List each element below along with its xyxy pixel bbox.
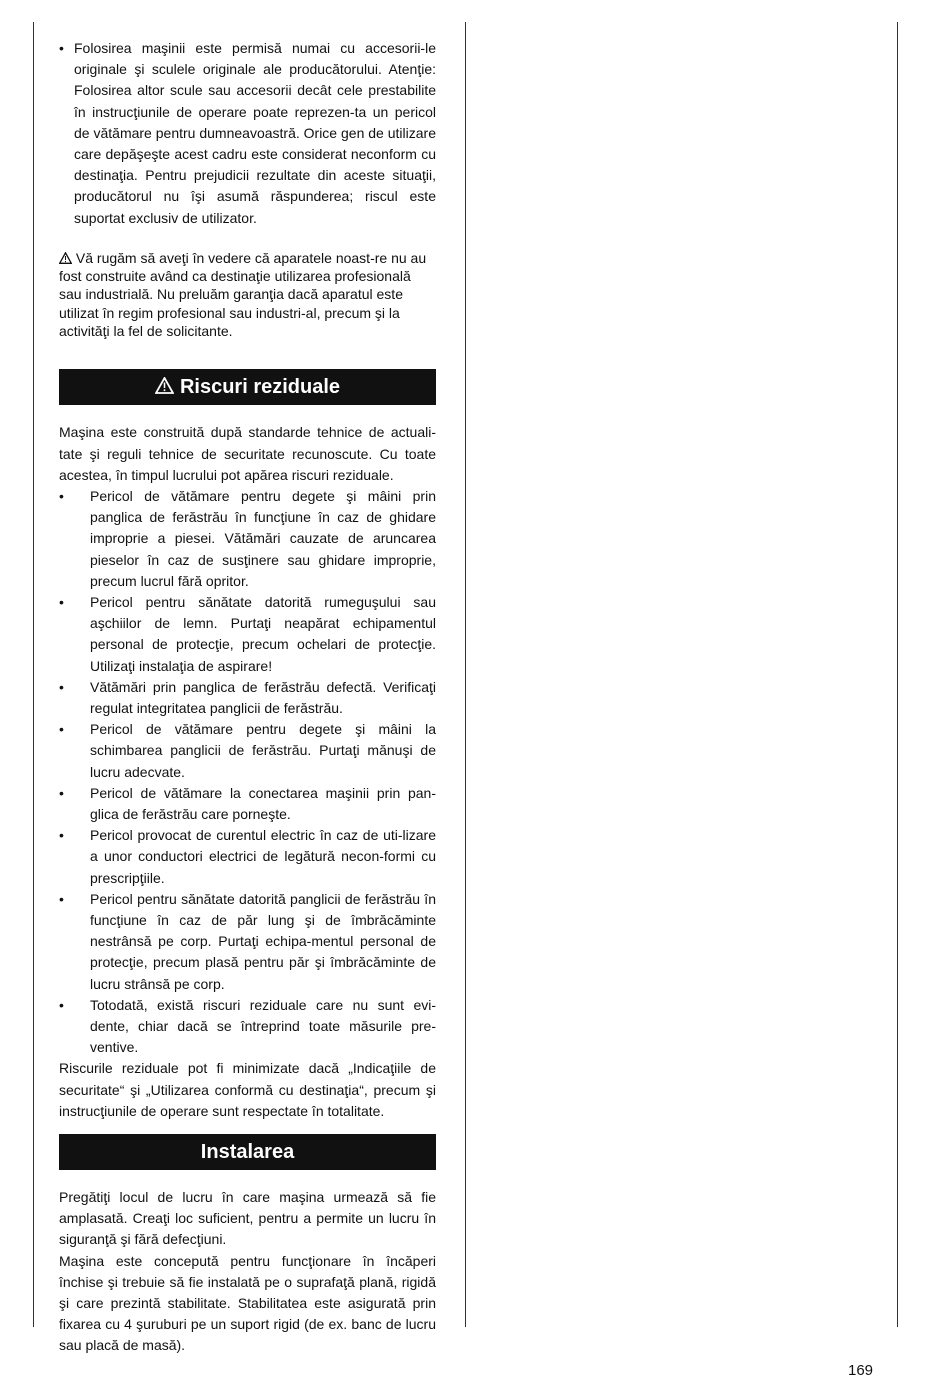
left-margin-rule bbox=[33, 22, 34, 1327]
right-margin-rule bbox=[897, 22, 898, 1327]
instalarea-paragraph-2: Maşina este concepută pentru funcţionare în încăperi închise şi trebuie să fie instalată pe o suprafaţă plană, rigidă şi care prezintă stabilitate. Stabilitatea este asigurată prin fixarea cu 4 şuruburi pe un suport rigid (de ex. banc de lucru sau placă de masă). bbox=[59, 1252, 436, 1354]
warning-note-text: Vă rugăm să aveţi în vedere că aparatele noast-re nu au fost construite având ca destinaţie utilizarea profesională sau industrială. Nu preluăm garanţia dacă aparatul este utilizat în regim profesional sau industri-al, precum şi la activităţi la fel de solicitante. bbox=[59, 249, 427, 340]
page-number: 169 bbox=[848, 1362, 874, 1379]
list-item: • Totodată, există riscuri reziduale care nu sunt evi-dente, chiar dacă se întreprind toate măsurile pre-ventive. bbox=[59, 996, 436, 1056]
text-column bbox=[59, 38, 436, 1357]
list-item: • Pericol de vătămare pentru degete şi mâini prin panglica de ferăstrău în funcţiune în caz de ghidare improprie a piesei. Vătămări cauzate de aruncarea pieselor în caz de susţinere sau ghidare improprie, precum lucrul fără opritor. bbox=[59, 487, 436, 589]
riscuri-outro: Riscurile reziduale pot fi minimizate dacă „Indicaţiile de securitate“ şi „Utilizarea conformă cu destinaţia“, precum şi instrucţiunile de operare sunt respectate în totalitate. bbox=[59, 1060, 436, 1119]
riscuri-intro: Maşina este construită după standarde tehnice de actuali-tate şi reguli tehnice de securitate recunoscute. Cu toate acestea, în timpul lucrului pot apărea riscuri reziduale. bbox=[59, 424, 436, 483]
warning-note bbox=[59, 249, 436, 340]
section-header-instalarea bbox=[59, 1134, 436, 1170]
section-title-instalarea: Instalarea bbox=[200, 1141, 295, 1164]
list-item: • Pericol pentru sănătate datorită rumeguşului sau aşchiilor de lemn. Purtaţi neapărat echipamentul personal de protecţie, precum ochelari de protecţie. Utilizaţi instalaţia de aspirare! bbox=[59, 593, 436, 674]
section-header-riscuri bbox=[59, 369, 436, 405]
residual-risk-list bbox=[59, 486, 436, 1058]
intro-bullet-text: Folosirea maşinii este permisă numai cu accesorii-le originale şi sculele originale ale producătorului. Atenţie: Folosirea altor scule sau accesorii decât cele prestabilite în instrucţiunile de operare poate reprezen-ta un pericol de vătămare pentru dumneavoastră. Orice gen de utilizare care depăşeşte acest cadru este considerat neconform cu destinaţia. Pentru prejudicii rezultate din aceste situaţii, producătorul nu îşi asumă răspunderea; riscul este suportat exclusiv de utilizator. bbox=[74, 40, 436, 226]
intro-bullet bbox=[59, 38, 436, 229]
list-item: • Pericol de vătămare pentru degete şi mâini la schimbarea panglicii de ferăstrău. Purtaţi mănuşi de lucru adecvate. bbox=[59, 721, 436, 780]
list-item: • Pericol de vătămare la conectarea maşinii prin pan-glica de ferăstrău care porneşte. bbox=[59, 784, 436, 822]
section-title-riscuri: Riscuri reziduale bbox=[179, 376, 341, 399]
column-divider-rule bbox=[465, 22, 466, 1327]
list-item: • Pericol provocat de curentul electric în caz de uti-lizare a unor conductori electrici de legătură necon-formi cu prescripţiile. bbox=[59, 827, 436, 886]
bullet-dot: • bbox=[59, 40, 64, 56]
instalarea-paragraph-1: Pregătiţi locul de lucru în care maşina urmează să fie amplasată. Creaţi loc suficient, pentru a permite un lucru în siguranţă şi fără defecţiuni. bbox=[59, 1189, 436, 1248]
list-item: • Vătămări prin panglica de ferăstrău defectă. Verificaţi regulat integritatea panglicii de ferăstrău. bbox=[59, 678, 436, 716]
warning-triangle-icon bbox=[155, 377, 174, 394]
list-item: • Pericol pentru sănătate datorită panglicii de ferăstrău în funcţiune în caz de păr lung şi de îmbrăcăminte nestrânsă pe corp. Purtaţi echipa-mentul personal de protecţie, precum plasă pentru păr şi îmbrăcăminte de lucru strânsă pe corp. bbox=[59, 890, 436, 992]
warning-triangle-icon bbox=[59, 252, 72, 264]
